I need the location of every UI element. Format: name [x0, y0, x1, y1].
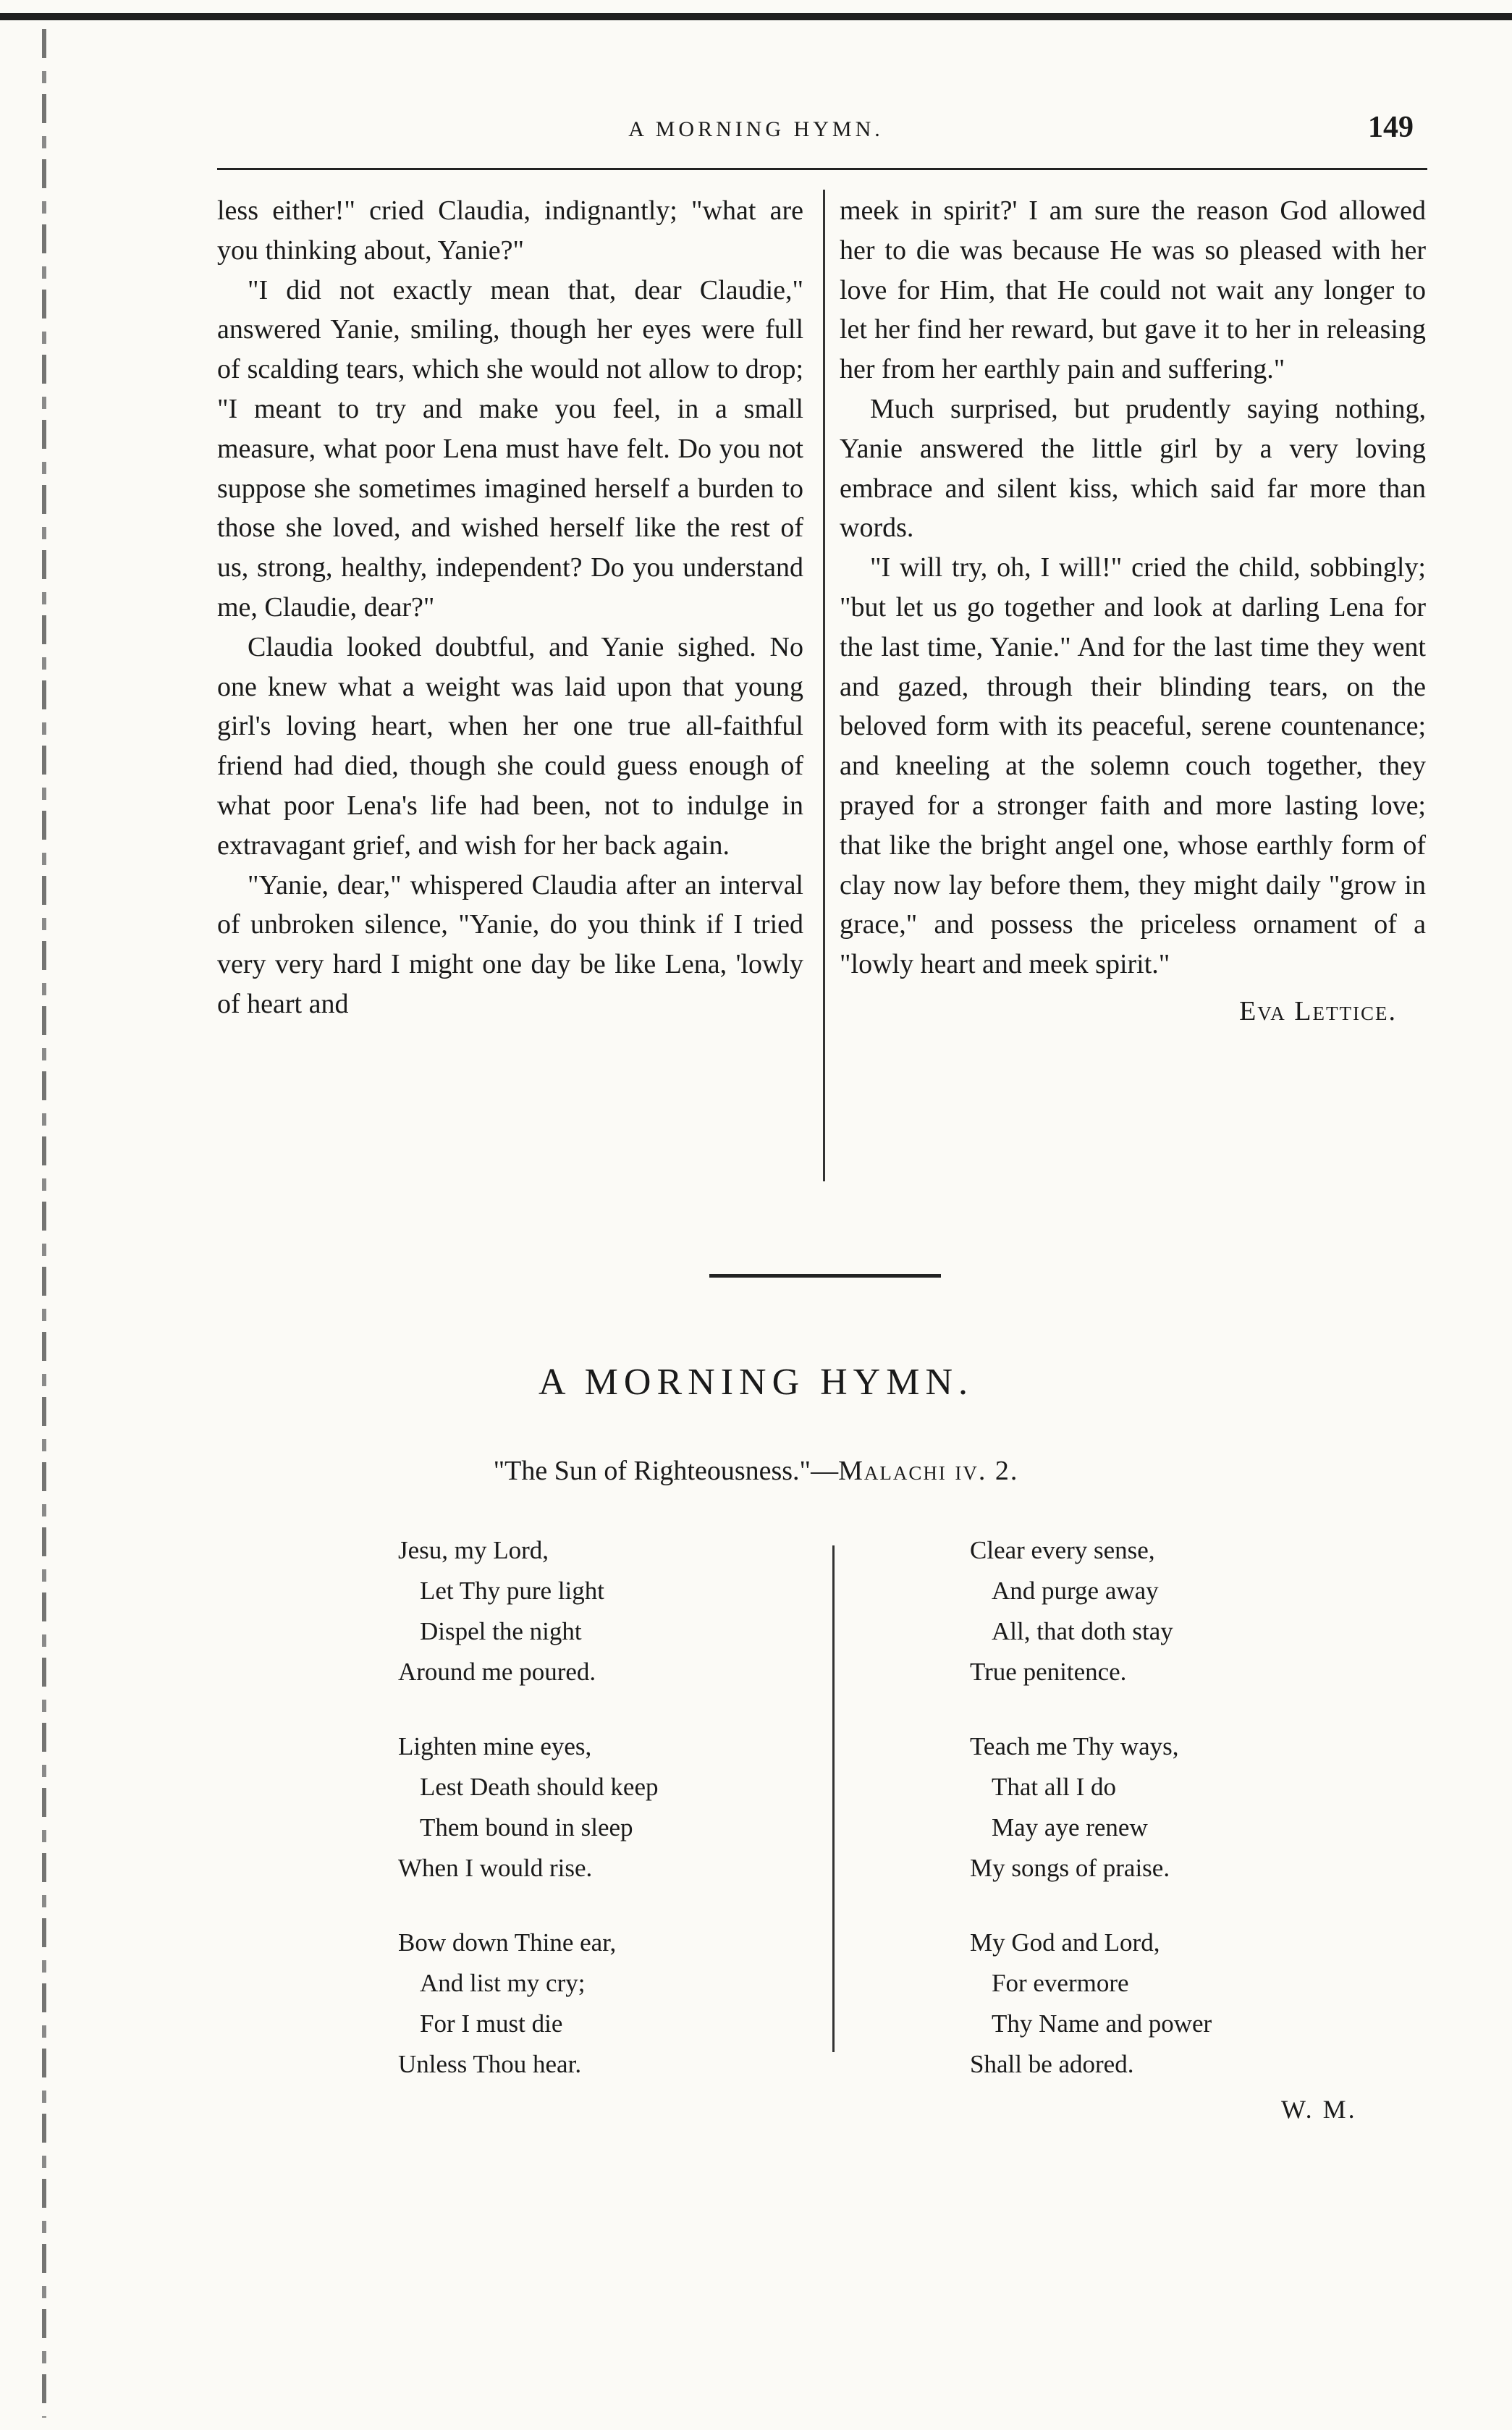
hymn-scripture-ref: Malachi iv. 2.: [838, 1456, 1019, 1486]
page-binding-edge: [42, 29, 46, 2418]
verse-line: Teach me Thy ways,: [970, 1732, 1179, 1760]
story-signature: Eva Lettice.: [1239, 995, 1397, 1026]
stanza: [970, 1726, 1212, 1889]
verse-line: My songs of praise.: [970, 1854, 1170, 1882]
verse-line: And purge away: [992, 1577, 1159, 1605]
story-column-left: [217, 191, 803, 1024]
verse-line: May aye renew: [992, 1813, 1148, 1842]
hymn-title: A MORNING HYMN.: [538, 1362, 974, 1403]
header-rule: [217, 168, 1427, 170]
verse-line: Let Thy pure light: [420, 1577, 604, 1605]
verse-line: Lighten mine eyes,: [398, 1732, 592, 1760]
paragraph: "I did not exactly mean that, dear Claudie," answered Yanie, smiling, though her eyes were full of scalding tears, which she would not allow to drop; "I meant to try and make you feel, in a small measure, what poor Lena must have felt. Do you not suppose she sometimes imagined herself a burden to those she loved, and wished herself like the rest of us, strong, healthy, independent? Do you understand me, Claudie, dear?": [217, 274, 803, 623]
verse-line: Them bound in sleep: [420, 1813, 633, 1842]
stanza: [970, 1530, 1212, 1692]
verse-line: And list my cry;: [420, 1969, 586, 1997]
verse-line: True penitence.: [970, 1658, 1127, 1686]
hymn-epigraph: "The Sun of Righteousness."—: [493, 1456, 839, 1486]
verse-divider: [832, 1545, 835, 2052]
paragraph: "Yanie, dear," whispered Claudia after an interval of unbroken silence, "Yanie, do you think if I tried very very hard I might one day be like Lena, 'lowly of heart and: [217, 869, 803, 1019]
section-separator: [709, 1274, 941, 1278]
verse-line: Clear every sense,: [970, 1536, 1155, 1564]
verse-line: Jesu, my Lord,: [398, 1536, 549, 1564]
hymn-verses-right: [970, 1530, 1212, 2119]
verse-line: For I must die: [420, 2009, 563, 2038]
verse-line: For evermore: [992, 1969, 1129, 1997]
stanza: [398, 1923, 659, 2085]
verse-line: Dispel the night: [420, 1617, 582, 1645]
verse-line: That all I do: [992, 1773, 1117, 1801]
verse-line: Around me poured.: [398, 1658, 596, 1686]
running-header: A MORNING HYMN.: [628, 117, 884, 141]
verse-line: My God and Lord,: [970, 1928, 1160, 1957]
paragraph: "I will try, oh, I will!" cried the child, sobbingly; "but let us go together and look at darling Lena for the last time, Yanie." And for the last time they went and gazed, through their blinding tears, on the beloved form with its peaceful, serene countenance; and kneeling at the solemn couch together, they prayed for a stronger faith and more lasting love; that like the bright angel one, whose earthly form of clay now lay before them, they might daily "grow in grace," and possess the priceless ornament of a "lowly heart and meek spirit.": [840, 552, 1426, 980]
story-column-right: [840, 191, 1426, 1032]
paragraph: Claudia looked doubtful, and Yanie sighed. No one knew what a weight was laid upon that young girl's loving heart, when her one true all-faithful friend had died, though she could guess enough of what poor Lena's life had been, not to indulge in extravagant grief, and wish for her back again.: [217, 631, 803, 861]
verse-line: All, that doth stay: [992, 1617, 1173, 1645]
top-border-line: [0, 13, 1512, 20]
verse-line: When I would rise.: [398, 1854, 593, 1882]
stanza: [398, 1726, 659, 1889]
page-number: 149: [1368, 111, 1414, 144]
hymn-subtitle: [0, 1455, 1512, 1487]
verse-line: Unless Thou hear.: [398, 2050, 582, 2078]
column-divider: [823, 190, 825, 1181]
paragraph: meek in spirit?' I am sure the reason God allowed her to die was because He was so pleased with her love for Him, that He could not wait any longer to let her find her reward, but gave it to her in releasing her from her earthly pain and suffering.": [840, 195, 1426, 385]
verse-line: Lest Death should keep: [420, 1773, 659, 1801]
paragraph: less either!" cried Claudia, indignantly; "what are you thinking about, Yanie?": [217, 195, 803, 266]
hymn-verses-left: [398, 1530, 659, 2119]
paragraph: Much surprised, but prudently saying nothing, Yanie answered the little girl by a very loving embrace and silent kiss, which said far more than words.: [840, 393, 1426, 544]
verse-line: Thy Name and power: [992, 2009, 1212, 2038]
stanza: [970, 1923, 1212, 2085]
verse-line: Bow down Thine ear,: [398, 1928, 617, 1957]
verse-line: Shall be adored.: [970, 2050, 1134, 2078]
hymn-author-initials: W. M.: [1281, 2095, 1357, 2124]
stanza: [398, 1530, 659, 1692]
